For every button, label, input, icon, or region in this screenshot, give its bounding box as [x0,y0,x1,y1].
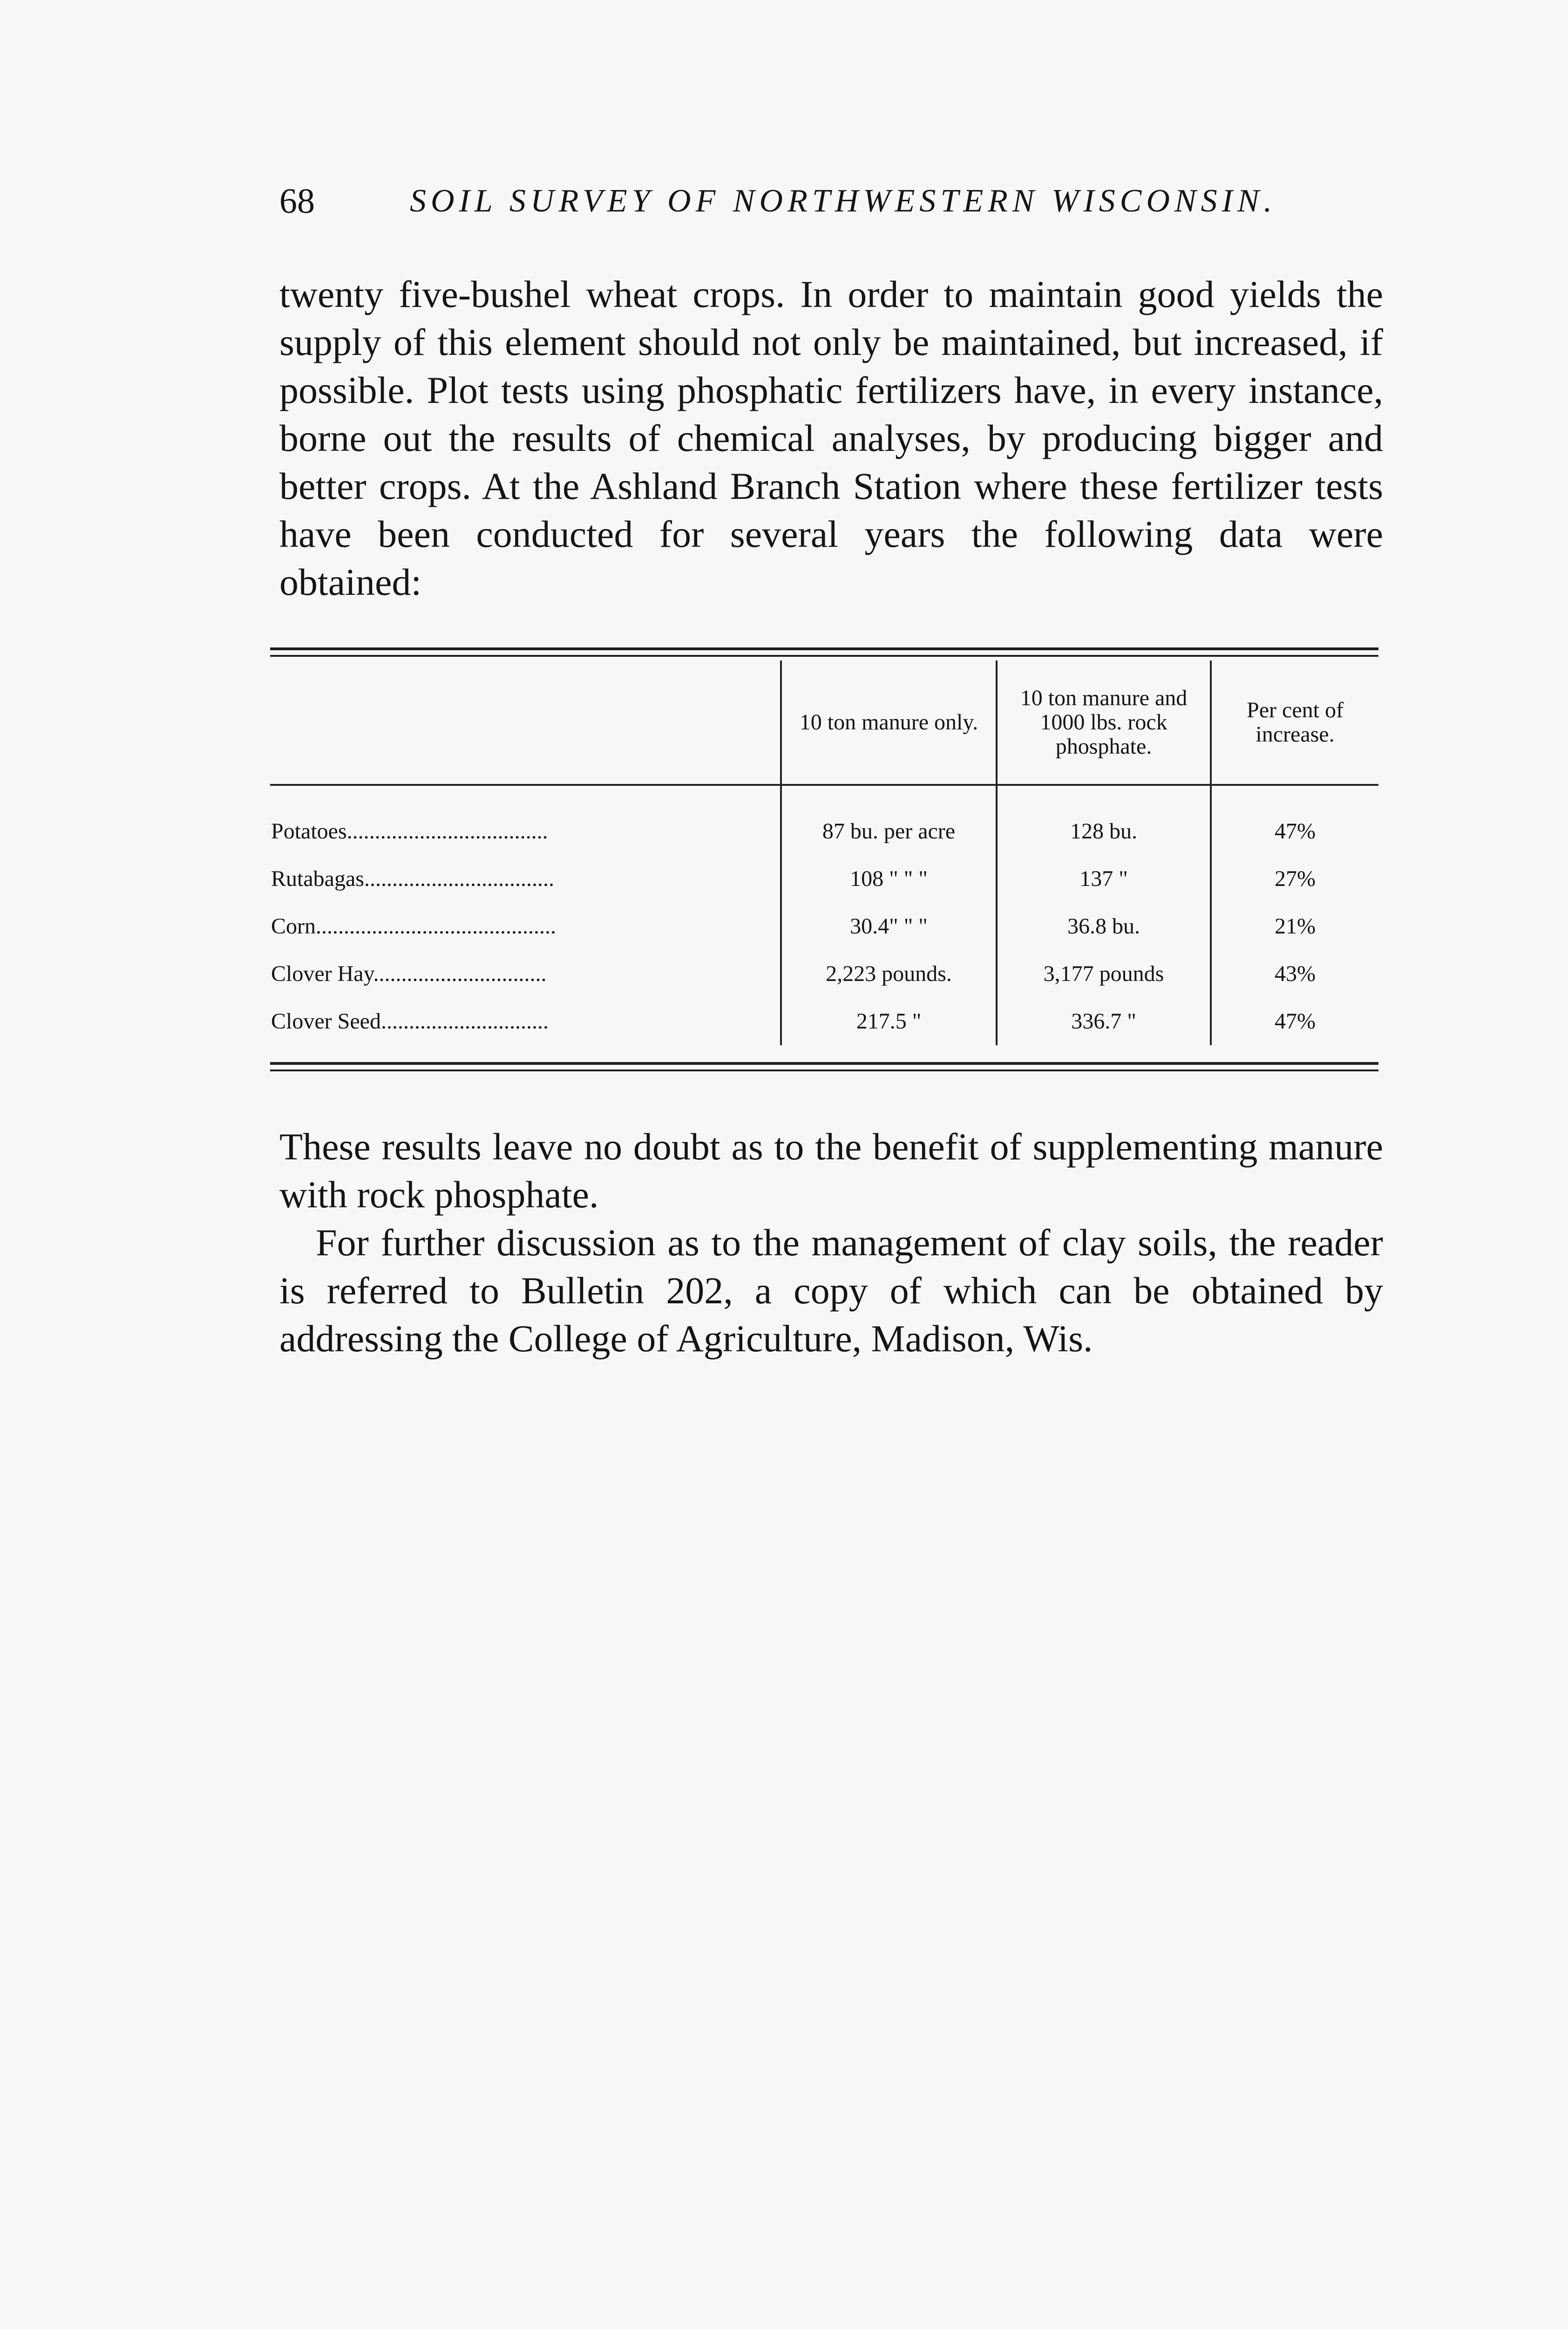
crop-name: Potatoes.................................... [271,819,548,844]
manure-phosphate-column-heading: 10 ton manure and 1000 lbs. rock phosphate. [997,661,1211,785]
manure-only-value: 2,223 pounds. [781,950,997,998]
manure-phosphate-value: 336.7 " [997,998,1211,1045]
table-top-rule [270,647,1378,657]
table-row [270,998,1378,1045]
table-row [270,903,1378,950]
manure-only-column-heading: 10 ton manure only. [781,661,997,785]
table-bottom-rule [270,1062,1378,1071]
manure-phosphate-value: 128 bu. [997,785,1211,855]
table-row [270,785,1378,855]
table-row [270,855,1378,903]
manure-only-value: 87 bu. per acre [781,785,997,855]
percent-increase-value: 47% [1211,998,1378,1045]
page-header [279,178,1374,234]
stub-column-heading [270,661,781,785]
manure-phosphate-value: 36.8 bu. [997,903,1211,950]
intro-paragraph: twenty five-bushel wheat crops. In order to maintain good yields the supply of this element should not only be maintained, but increased, if possible. Plot tests using phosphatic fertilizers have, in every instance, borne out the results of chemical analyses, by producing bigger and better crops. At the Ashland Branch Station where these fertilizer tests have been conducted for several years the following data were obtained: [279,273,1383,603]
manure-only-value: 30.4" " " [781,903,997,950]
crop-name: Corn........................................... [271,914,556,939]
fertilizer-results-table [270,647,1378,1081]
conclusion-text [279,1123,1383,1362]
table-header-row [270,661,1378,785]
crop-name: Clover Hay............................... [271,961,547,986]
percent-increase-column-heading: Per cent of increase. [1211,661,1378,785]
percent-increase-value: 21% [1211,903,1378,950]
crop-name: Rutabagas.................................. [271,866,554,891]
crop-name: Clover Seed.............................. [271,1009,549,1034]
manure-only-value: 217.5 " [781,998,997,1045]
running-title: SOIL SURVEY OF NORTHWESTERN WISCONSIN. [410,183,1277,219]
conclusion-paragraph: These results leave no doubt as to the benefit of supplementing manure with rock phosphate. [279,1125,1383,1216]
page-number: 68 [279,182,315,221]
percent-increase-value: 43% [1211,950,1378,998]
percent-increase-value: 47% [1211,785,1378,855]
results-table [270,661,1378,1045]
percent-increase-value: 27% [1211,855,1378,903]
manure-phosphate-value: 137 " [997,855,1211,903]
table-row [270,950,1378,998]
manure-phosphate-value: 3,177 pounds [997,950,1211,998]
further-discussion-paragraph: For further discussion as to the management of clay soils, the reader is referred to Bulletin 202, a copy of which can be obtained by addressing the College of Agriculture, Madison, Wis. [279,1221,1383,1360]
manure-only-value: 108 " " " [781,855,997,903]
